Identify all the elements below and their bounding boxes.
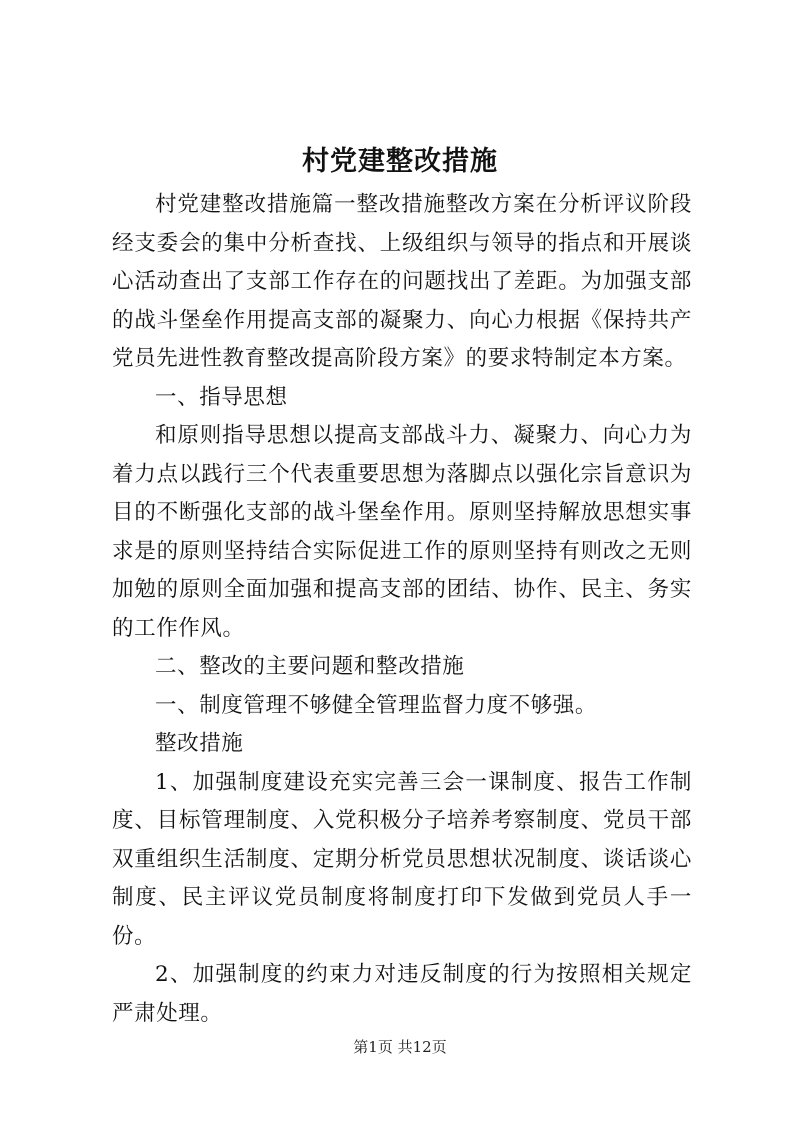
heading-problem-one: 一、制度管理不够健全管理监督力度不够强。 bbox=[155, 692, 598, 718]
document-body bbox=[112, 186, 692, 1033]
paragraph-measure-two: 2、加强制度的约束力对违反制度的行为按照相关规定严肃处理。 bbox=[112, 962, 692, 1026]
document-title: 村党建整改措施 bbox=[302, 146, 498, 177]
page-number-footer: 第1页 共12页 bbox=[353, 1038, 447, 1056]
paragraph-measure-one: 1、加强制度建设充实完善三会一课制度、报告工作制度、目标管理制度、入党积极分子培养考察制度、党员干部双重组织生活制度、定期分析党员思想状况制度、谈话谈心制度、民主评议党员制度将制度打印下发做到党员人手一份。 bbox=[112, 769, 692, 949]
heading-guiding-thought: 一、指导思想 bbox=[155, 384, 288, 410]
paragraph-principles: 和原则指导思想以提高支部战斗力、凝聚力、向心力为着力点以践行三个代表重要思想为落脚点以强化宗旨意识为目的不断强化支部的战斗堡垒作用。原则坚持解放思想实事求是的原则坚持结合实际促进工作的原则坚持有则改之无则加勉的原则全面加强和提高支部的团结、协作、民主、务实的工作作风。 bbox=[112, 423, 692, 641]
paragraph-intro: 村党建整改措施篇一整改措施整改方案在分析评议阶段经支委会的集中分析查找、上级组织与领导的指点和开展谈心活动查出了支部工作存在的问题找出了差距。为加强支部的战斗堡垒作用提高支部的凝聚力、向心力根据《保持共产党员先进性教育整改提高阶段方案》的要求特制定本方案。 bbox=[112, 192, 692, 371]
heading-main-problems: 二、整改的主要问题和整改措施 bbox=[155, 654, 465, 679]
heading-measures: 整改措施 bbox=[155, 731, 244, 756]
